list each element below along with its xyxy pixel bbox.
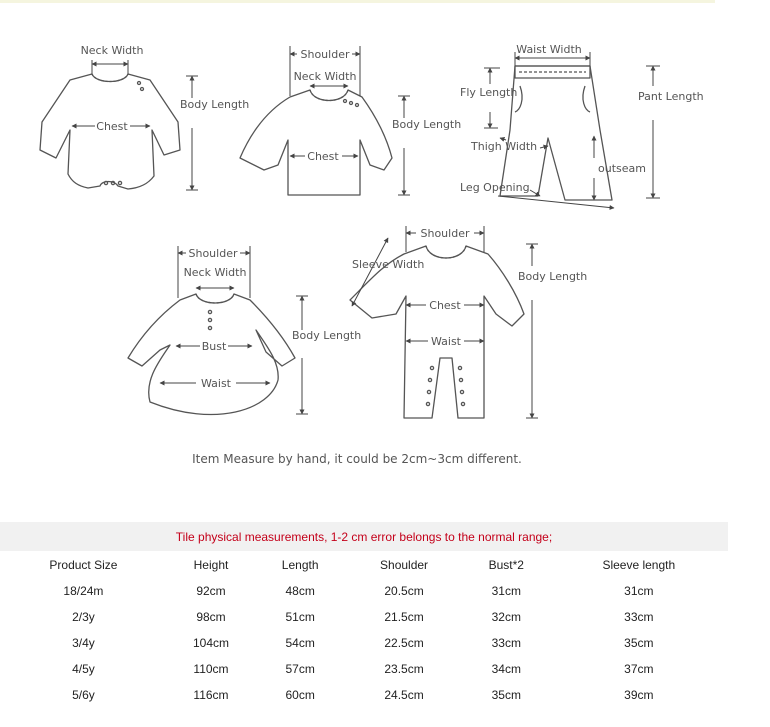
cell-length: 54cm bbox=[285, 636, 315, 650]
cell-sleeve-length: 35cm bbox=[624, 636, 654, 650]
cell-shoulder: 20.5cm bbox=[384, 584, 424, 598]
label-sleeve-width: Sleeve Width bbox=[352, 258, 425, 271]
cell-sleeve-length: 37cm bbox=[624, 662, 654, 676]
label-shoulder: Shoulder bbox=[188, 247, 238, 260]
banner-text: Tile physical measurements, 1-2 cm error belongs to the normal range; bbox=[175, 529, 553, 544]
cell-size: 5/6y bbox=[72, 688, 95, 702]
label-neck-width: Neck Width bbox=[80, 44, 144, 57]
cell-size: 3/4y bbox=[72, 636, 95, 650]
label-body-length: Body Length bbox=[518, 270, 588, 283]
column-header-bust: Bust*2 bbox=[488, 557, 524, 572]
cell-bust: 32cm bbox=[491, 610, 521, 624]
cell-size: 2/3y bbox=[72, 610, 95, 624]
label-pant-length: Pant Length bbox=[638, 90, 704, 103]
cell-sleeve-length: 31cm bbox=[624, 584, 654, 598]
label-outseam: outseam bbox=[598, 162, 646, 175]
column-header-length: Length bbox=[281, 557, 319, 572]
cell-size: 18/24m bbox=[63, 584, 104, 598]
table-row bbox=[0, 682, 728, 708]
cell-size: 4/5y bbox=[72, 662, 95, 676]
column-header-shoulder: Shoulder bbox=[380, 557, 429, 572]
cell-length: 60cm bbox=[285, 688, 315, 702]
cell-height: 110cm bbox=[193, 662, 229, 676]
cell-shoulder: 24.5cm bbox=[384, 688, 424, 702]
table-row bbox=[0, 630, 728, 656]
label-chest: Chest bbox=[307, 150, 339, 163]
column-header-height: Height bbox=[193, 557, 229, 572]
cell-height: 98cm bbox=[196, 610, 226, 624]
label-waist: Waist bbox=[200, 377, 232, 390]
label-waist-width: Waist Width bbox=[516, 43, 582, 56]
measurement-banner bbox=[0, 522, 728, 551]
label-waist: Waist bbox=[430, 335, 462, 348]
cell-height: 92cm bbox=[196, 584, 226, 598]
label-chest: Chest bbox=[429, 299, 461, 312]
size-chart-table bbox=[0, 551, 728, 708]
label-shoulder: Shoulder bbox=[420, 227, 470, 240]
cell-shoulder: 22.5cm bbox=[384, 636, 424, 650]
label-neck-width: Neck Width bbox=[293, 70, 357, 83]
cell-height: 104cm bbox=[192, 636, 229, 650]
cell-bust: 34cm bbox=[491, 662, 521, 676]
table-row bbox=[0, 604, 728, 630]
cell-bust: 31cm bbox=[491, 584, 521, 598]
top-figure bbox=[240, 90, 392, 195]
label-fly-length: Fly Length bbox=[460, 86, 518, 99]
cell-bust: 33cm bbox=[491, 636, 521, 650]
column-header-sleeve-length: Sleeve length bbox=[602, 557, 676, 572]
cell-length: 48cm bbox=[285, 584, 315, 598]
label-body-length: Body Length bbox=[392, 118, 462, 131]
cell-shoulder: 23.5cm bbox=[384, 662, 424, 676]
cell-bust: 35cm bbox=[491, 688, 521, 702]
label-neck-width: Neck Width bbox=[183, 266, 247, 279]
column-header-product-size: Product Size bbox=[49, 557, 118, 572]
cell-shoulder: 21.5cm bbox=[384, 610, 424, 624]
label-body-length: Body Length bbox=[292, 329, 362, 342]
cell-height: 116cm bbox=[193, 688, 229, 702]
measurement-note: Item Measure by hand, it could be 2cm~3cm different. bbox=[192, 452, 522, 466]
jumpsuit-figure bbox=[350, 246, 524, 418]
table-row bbox=[0, 656, 728, 682]
dress-figure bbox=[128, 294, 295, 415]
label-thigh-width: Thigh Width bbox=[471, 140, 538, 153]
label-leg-opening: Leg Opening bbox=[460, 181, 530, 194]
label-body-length: Body Length bbox=[180, 98, 250, 111]
cell-length: 51cm bbox=[285, 610, 315, 624]
cell-sleeve-length: 33cm bbox=[624, 610, 654, 624]
cell-length: 57cm bbox=[285, 662, 315, 676]
cell-sleeve-length: 39cm bbox=[624, 688, 654, 702]
label-bust: Bust bbox=[201, 340, 227, 353]
label-chest: Chest bbox=[96, 120, 128, 133]
label-shoulder: Shoulder bbox=[300, 48, 350, 61]
table-row bbox=[0, 578, 728, 604]
table-header-row bbox=[0, 551, 728, 578]
